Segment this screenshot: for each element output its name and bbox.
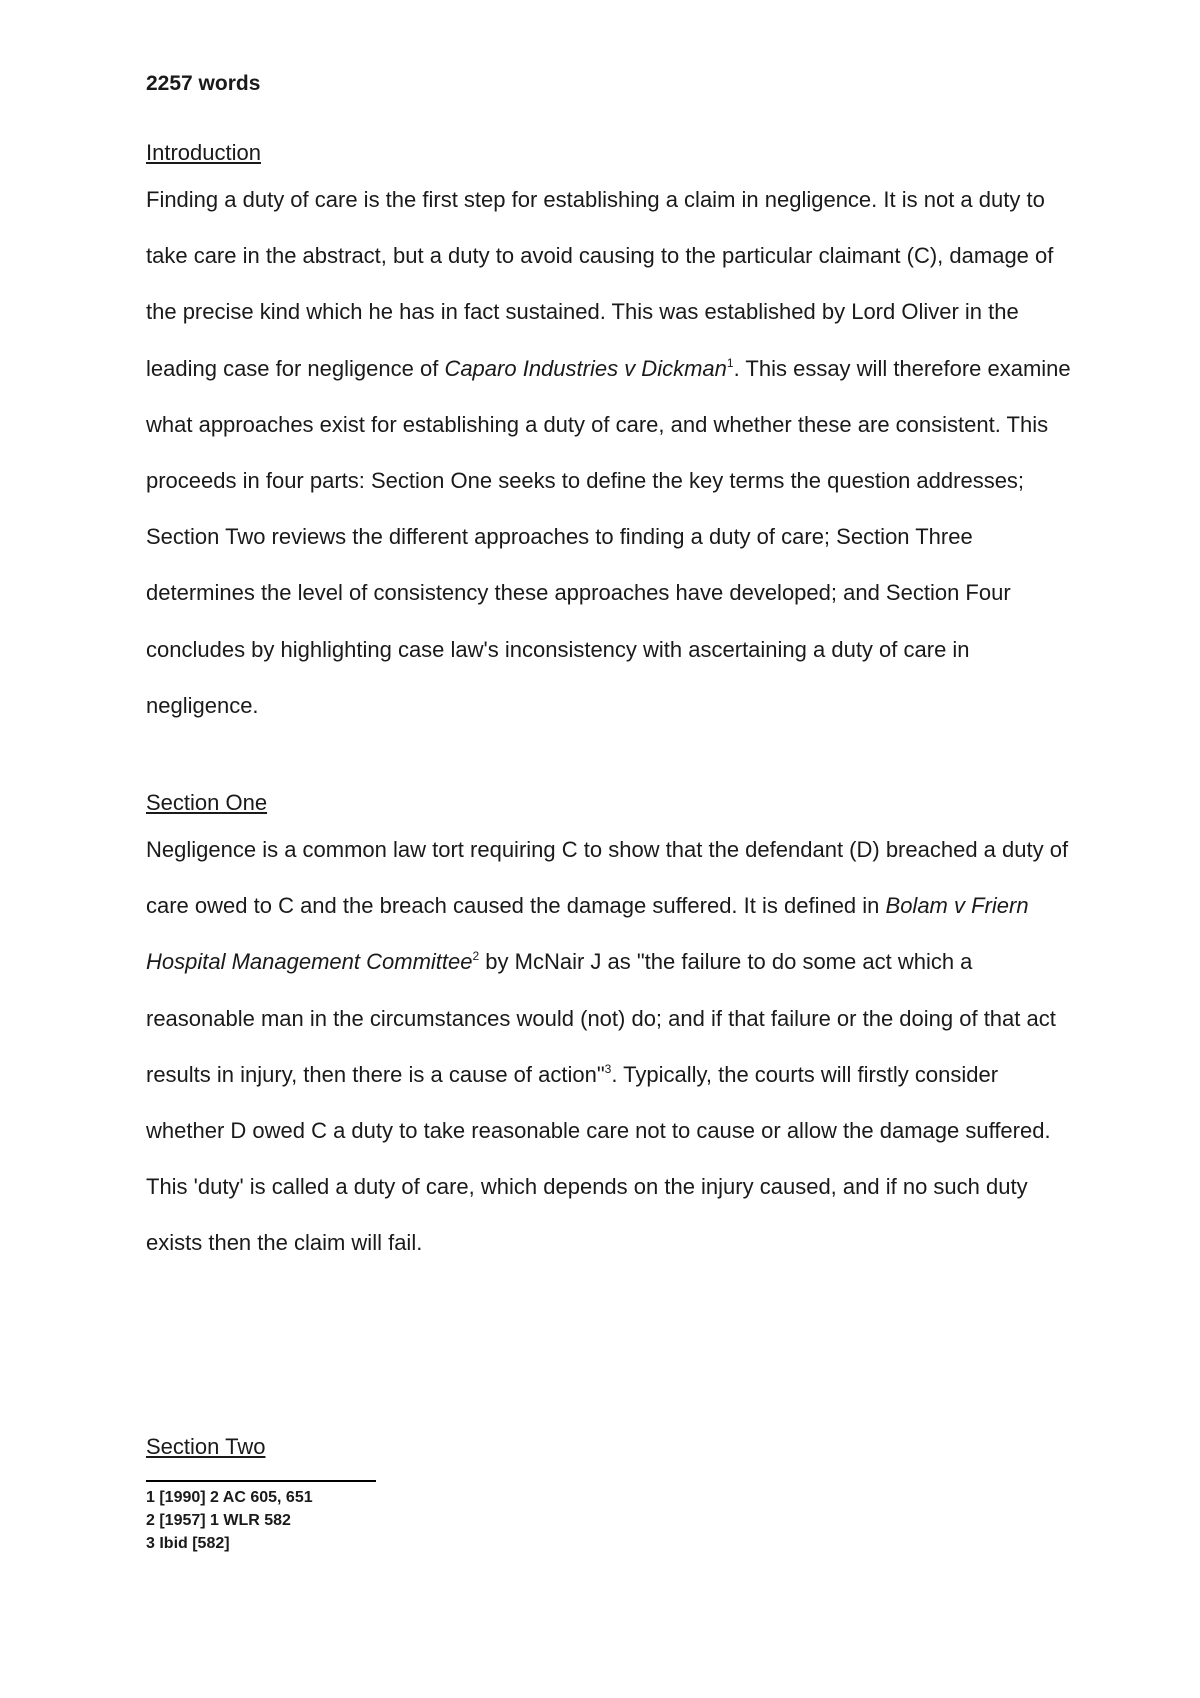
footnote-separator [146, 1480, 376, 1482]
case-citation-caparo: Caparo Industries v Dickman [444, 355, 727, 381]
s1-text-3: . Typically, the courts will firstly consider whether D owed C a duty to take reasonable care not to cause or allow the damage suffered. This 'duty' is called a duty of care, which depends on the injury caused, and if no such duty exists then the claim will fail. [146, 1061, 1051, 1256]
footnote-3: 3 Ibid [582] [146, 1535, 230, 1552]
section-one-paragraph [146, 822, 1076, 1272]
intro-text-1: Finding a duty of care is the first step for establishing a claim in negligence. It is not a duty to take care in the abstract, but a duty to avoid causing to the particular claimant (C), damage of the precise kind which he has in fact sustained. This was established by Lord Oliver in the leading case for negligence of [146, 187, 1054, 381]
footnotes [146, 1486, 313, 1555]
case-citation-bolam: Bolam v Friern Hospital Management Committee [146, 893, 1029, 975]
s1-text-1: Negligence is a common law tort requiring C to show that the defendant (D) breached a duty of care owed to C and the breach caused the damage suffered. It is defined in [146, 837, 1069, 919]
section-one-heading: Section One [146, 790, 268, 816]
intro-text-2: . This essay will therefore examine what approaches exist for establishing a duty of care, and whether these are consistent. This proceeds in four parts: Section One seeks to define the key terms the question addresses; Section Two reviews the different approaches to finding a duty of care; Section Three determines the level of consistency these approaches have developed; and Section Four concludes by highlighting case law's inconsistency with ascertaining a duty of care in negligence. [146, 355, 1071, 718]
footnote-ref-3: 3 [604, 1061, 612, 1076]
footnote-ref-1: 1 [726, 355, 734, 370]
section-two-heading: Section Two [146, 1434, 266, 1459]
footnote-2: 2 [1957] 1 WLR 582 [146, 1512, 291, 1529]
document-page [146, 70, 1076, 1272]
introduction-heading: Introduction [146, 140, 261, 165]
footnote-ref-2: 2 [472, 949, 480, 964]
introduction-paragraph [146, 172, 1076, 734]
footnote-1: 1 [1990] 2 AC 605, 651 [146, 1489, 313, 1506]
s1-text-2: by McNair J as "the failure to do some act which a reasonable man in the circumstances would (not) do; and if that failure or the doing of that act results in injury, then there is a cause of action" [146, 949, 1056, 1087]
word-count: 2257 words [146, 72, 261, 95]
